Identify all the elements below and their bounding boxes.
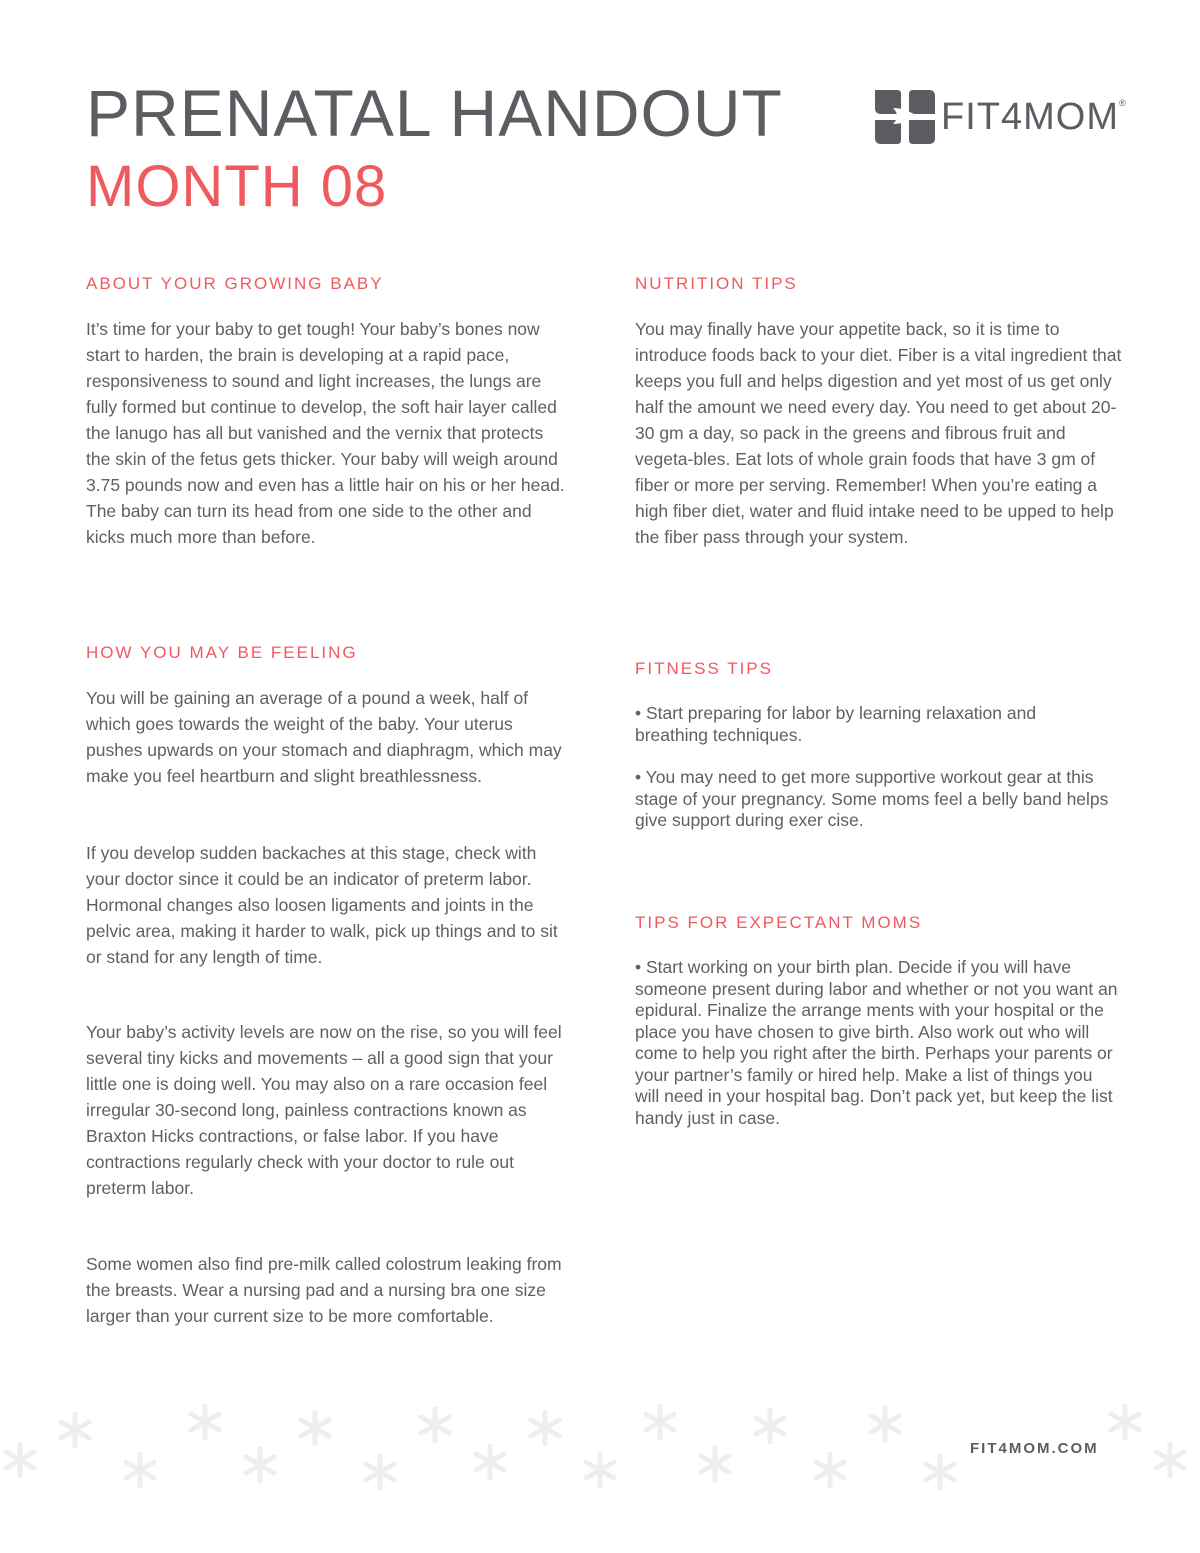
logo-wordmark: FIT4MOM — [941, 96, 1119, 138]
feeling-paragraph-4: Some women also find pre-milk called colostrum leaking from the breasts. Wear a nursing pad and a nursing bra one size larger than your current size to be more comfortable. — [86, 1254, 562, 1326]
fit4mom-logo — [875, 88, 1126, 146]
section-heading-expectant-moms: TIPS FOR EXPECTANT MOMS — [635, 913, 923, 932]
logo-registered-mark: ® — [1118, 98, 1126, 108]
nutrition-text: You may finally have your appetite back, so it is time to introduce foods back to your diet. Fiber is a vital ingredient that keeps you full and helps digestion and yet most of us get only half the amount we need every day. You need to get about 20-30 gm a day, so pack in the greens and fibrous fruit and vegeta-bles. Eat lots of whole grain foods that have 3 gm of fiber or more per serving. Remember! When you’re eating a high fiber diet, water and fluid intake need to be upped to help the fiber pass through your system. — [635, 319, 1122, 547]
feeling-paragraph-1: You will be gaining an average of a pound a week, half of which goes towards the weight of the baby. Your uterus pushes upwards on your stomach and diaphragm, which may make you feel heartburn and slight breathlessness. — [86, 688, 562, 786]
section-heading-growing-baby: ABOUT YOUR GROWING BABY — [86, 274, 384, 293]
growing-baby-text: It’s time for your baby to get tough! Your baby’s bones now start to harden, the brain is developing at a rapid pace, responsiveness to sound and light increases, the lungs are fully formed but continue to develop, the soft hair layer called the lanugo has all but vanished and the vernix that protects the skin of the fetus gets thicker. Your baby will weigh around 3.75 pounds now and even has a little hair on his or her head. The baby can turn its head from one side to the other and kicks much more than before. — [86, 319, 565, 547]
section-heading-feeling: HOW YOU MAY BE FEELING — [86, 643, 358, 662]
expectant-moms-text: • Start working on your birth plan. Decide if you will have someone present during labor and whether or not you want an epidural. Finalize the arrange ments with your hospital or the place you have chosen to give birth. Also work out who will come to help you right after the birth. Perhaps your parents or your partner’s family or hired help. Make a list of things you will need in your hospital bag. Don’t pack yet, but keep the list handy just in case. — [635, 957, 1118, 1128]
fitness-tip-1: • Start preparing for labor by learning relaxation and breathing techniques. — [635, 703, 1037, 745]
feeling-paragraph-3: Your baby’s activity levels are now on the rise, so you will feel several tiny kicks and movements – all a good sign that your little one is doing well. You may also on a rare occasion feel irregular 30-second long, painless contractions known as Braxton Hicks contractions, or false labor. If you have contractions regularly check with your doctor to rule out preterm labor. — [86, 1022, 562, 1198]
section-heading-nutrition: NUTRITION TIPS — [635, 274, 798, 293]
flower-logo-icon — [875, 88, 935, 146]
fitness-tip-2: • You may need to get more supportive workout gear at this stage of your pregnancy. Some moms feel a belly band helps give support during exer cise. — [635, 767, 1109, 830]
website-link[interactable]: FIT4MOM.COM — [970, 1440, 1099, 1457]
section-heading-fitness: FITNESS TIPS — [635, 659, 773, 678]
page-subtitle-month: MONTH 08 — [86, 154, 388, 219]
page-title: PRENATAL HANDOUT — [86, 76, 783, 150]
feeling-paragraph-2: If you develop sudden backaches at this stage, check with your doctor since it could be an indicator of preterm labor. Hormonal changes also loosen ligaments and joints in the pelvic area, making it harder to walk, pick up things and to sit or stand for any length of time. — [86, 843, 558, 967]
